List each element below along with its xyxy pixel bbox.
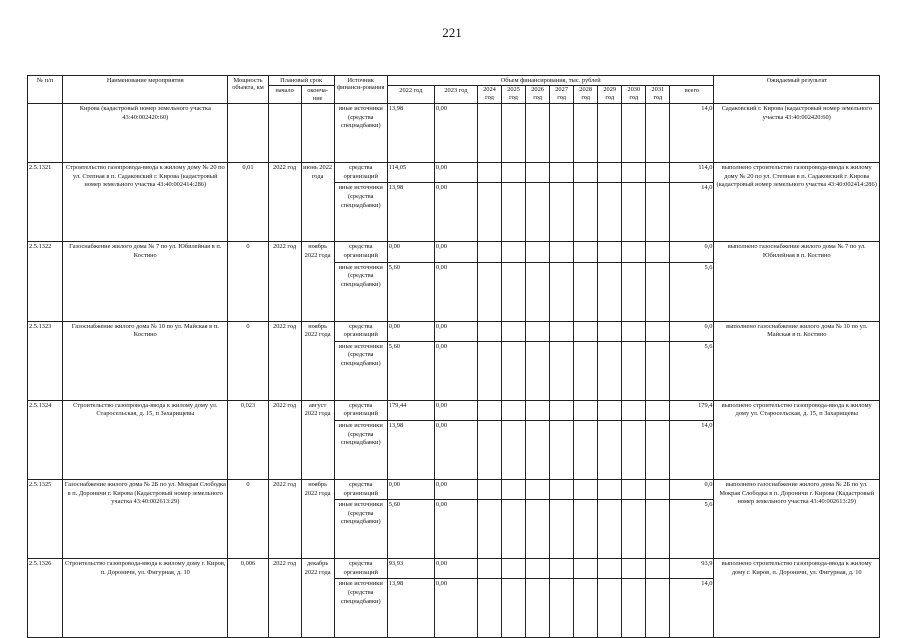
cell-end: июнь 2022 года	[301, 163, 334, 242]
cell-y2023: 0,00	[434, 262, 477, 321]
cell-y2022: 0,00	[387, 321, 434, 341]
table-row	[28, 163, 880, 183]
header-start: начало	[268, 86, 301, 104]
header-name: Наименование мероприятия	[63, 76, 228, 104]
cell-y2022: 13,98	[387, 579, 434, 638]
cell-y2022: 0,00	[387, 242, 434, 262]
cell-num	[28, 104, 63, 163]
table-row	[28, 321, 880, 341]
cell-source: иные источники (средства спецнадбавки)	[334, 579, 387, 638]
cell-y2022: 179,44	[387, 400, 434, 420]
cell-end: ноябрь 2022 года	[301, 242, 334, 321]
table-row	[28, 559, 880, 579]
cell-y2022: 5,60	[387, 262, 434, 321]
cell-y2022: 13,98	[387, 104, 434, 163]
cell-result: выполнено строительство газопровода-ввода к жилому дому № 20 по ул. Степная в п. Садаковский г. Кирова (кадастровый номер земельного участка 43:40:002414:286)	[714, 163, 880, 242]
cell-source: иные источники (средства спецнадбавки)	[334, 104, 387, 163]
cell-total: 14,0	[670, 420, 714, 479]
cell-y2030	[622, 104, 646, 163]
cell-y2022: 114,05	[387, 163, 434, 183]
header-end: оконча-ние	[301, 86, 334, 104]
cell-total: 114,0	[670, 163, 714, 183]
cell-total: 179,4	[670, 400, 714, 420]
cell-total: 5,6	[670, 262, 714, 321]
cell-result: выполнено газоснабжение жилого дома № 2Б по ул. Мокрая Слободка в п. Дороничи г. Кирова (Кадастровый номер земельного участка 43:40:002613:29)	[714, 479, 880, 558]
cell-y2022: 13,98	[387, 420, 434, 479]
cell-name: Газоснабжение жилого дома № 10 по ул. Майская в п. Костино	[63, 321, 228, 400]
table-body	[28, 104, 880, 638]
cell-end: ноябрь 2022 года	[301, 321, 334, 400]
cell-start	[268, 104, 301, 163]
cell-power: 0,023	[228, 400, 268, 479]
cell-source: иные источники (средства спецнадбавки)	[334, 262, 387, 321]
cell-total: 0,0	[670, 479, 714, 499]
table-row	[28, 400, 880, 420]
header-volume: Объем финансирования, тыс. рублей	[387, 76, 714, 86]
cell-source: средства организаций	[334, 242, 387, 262]
cell-y2031	[646, 104, 670, 163]
cell-end: август 2022 года	[301, 400, 334, 479]
header-y2029: 2029 год	[598, 86, 622, 104]
header-y2027: 2027 год	[550, 86, 574, 104]
cell-num: 2.5.1322	[28, 242, 63, 321]
cell-total: 0,0	[670, 242, 714, 262]
cell-source: иные источники (средства спецнадбавки)	[334, 341, 387, 400]
cell-y2024	[477, 104, 501, 163]
header-power: Мощность объекта, км	[228, 76, 268, 104]
header-y2031: 2031 год	[646, 86, 670, 104]
header-num: № п/п	[28, 76, 63, 104]
cell-total: 14,0	[670, 579, 714, 638]
cell-start: 2022 год	[268, 559, 301, 638]
cell-num: 2.5.1324	[28, 400, 63, 479]
cell-name: Строительство газопровода-ввода к жилому дому № 20 по ул. Степная в п. Садаковский г. Кирова (кадастровый номер земельного участка 43:40:002414:286)	[63, 163, 228, 242]
cell-y2022: 13,98	[387, 183, 434, 242]
cell-total: 5,6	[670, 341, 714, 400]
page-number: 221	[442, 25, 462, 40]
cell-result: Садаковский г. Кирова (кадастровый номер земельного участка 43:40:002420:60)	[714, 104, 880, 163]
header-y2025: 2025 год	[502, 86, 526, 104]
cell-y2023: 0,00	[434, 579, 477, 638]
cell-total: 5,6	[670, 500, 714, 559]
cell-y2027	[550, 104, 574, 163]
header-y2028: 2028 год	[574, 86, 598, 104]
cell-power	[228, 104, 268, 163]
cell-end: ноябрь 2022 года	[301, 479, 334, 558]
cell-name: Кирова (кадастровый номер земельного участка 43:40:002420:60)	[63, 104, 228, 163]
cell-result: выполнено газоснабжение жилого дома № 7 по ул. Юбилейная в п. Костино	[714, 242, 880, 321]
cell-name: Строительство газопровода-ввода к жилому дому ул. Старосельская, д. 15, п Захарищевы	[63, 400, 228, 479]
financing-table	[27, 75, 880, 638]
cell-power: 0	[228, 242, 268, 321]
cell-start: 2022 год	[268, 321, 301, 400]
cell-end	[301, 104, 334, 163]
cell-y2023: 0,00	[434, 104, 477, 163]
cell-y2023: 0,00	[434, 420, 477, 479]
cell-name: Газоснабжение жилого дома № 2Б по ул. Мокрая Слободка в п. Дороничи г. Кирова (Кадастровый номер земельного участка 43:40:002613:29)	[63, 479, 228, 558]
cell-name: Строительство газопровода-ввода к жилому дому г. Киров, п. Дороничи, ул. Фигурная, д. 10	[63, 559, 228, 638]
cell-power: 0,006	[228, 559, 268, 638]
cell-source: средства организаций	[334, 400, 387, 420]
cell-total: 93,9	[670, 559, 714, 579]
cell-name: Газоснабжение жилого дома № 7 по ул. Юбилейная в п. Костино	[63, 242, 228, 321]
table-row	[28, 242, 880, 262]
cell-source: иные источники (средства спецнадбавки)	[334, 420, 387, 479]
cell-y2028	[574, 104, 598, 163]
cell-power: 0	[228, 479, 268, 558]
cell-y2023: 0,00	[434, 559, 477, 579]
table-row-continuation	[28, 104, 880, 163]
cell-source: средства организаций	[334, 163, 387, 183]
header-y2026: 2026 год	[526, 86, 550, 104]
header-y2030: 2030 год	[622, 86, 646, 104]
cell-y2023: 0,00	[434, 163, 477, 183]
cell-y2023: 0,00	[434, 242, 477, 262]
cell-total: 14,0	[670, 183, 714, 242]
header-plan-term: Плановый срок	[268, 76, 334, 86]
cell-y2022: 5,60	[387, 500, 434, 559]
cell-y2023: 0,00	[434, 321, 477, 341]
cell-end: декабрь 2022 года	[301, 559, 334, 638]
cell-source: иные источники (средства спецнадбавки)	[334, 183, 387, 242]
header-source: Источник финанси-рования	[334, 76, 387, 104]
cell-power: 0	[228, 321, 268, 400]
cell-y2023: 0,00	[434, 400, 477, 420]
cell-y2022: 93,93	[387, 559, 434, 579]
cell-total: 14,0	[670, 104, 714, 163]
cell-start: 2022 год	[268, 163, 301, 242]
cell-num: 2.5.1325	[28, 479, 63, 558]
cell-y2029	[598, 104, 622, 163]
cell-total: 0,0	[670, 321, 714, 341]
cell-y2022: 0,00	[387, 479, 434, 499]
cell-result: выполнено газоснабжение жилого дома № 10 по ул. Майская в п. Костино	[714, 321, 880, 400]
cell-result: выполнено строительство газопровода-ввода к жилому дому г. Киров, п. Дороничи, ул. Фигурная, д. 10	[714, 559, 880, 638]
cell-start: 2022 год	[268, 242, 301, 321]
cell-num: 2.5.1323	[28, 321, 63, 400]
cell-y2023: 0,00	[434, 341, 477, 400]
table-header	[28, 76, 880, 104]
cell-y2023: 0,00	[434, 500, 477, 559]
cell-source: средства организаций	[334, 479, 387, 499]
cell-source: иные источники (средства спецнадбавки)	[334, 500, 387, 559]
cell-source: средства организаций	[334, 559, 387, 579]
cell-source: средства организаций	[334, 321, 387, 341]
cell-power: 0,01	[228, 163, 268, 242]
cell-num: 2.5.1326	[28, 559, 63, 638]
header-total: всего	[670, 86, 714, 104]
table-row	[28, 479, 880, 499]
cell-y2022: 5,60	[387, 341, 434, 400]
cell-y2025	[502, 104, 526, 163]
header-y2022: 2022 год	[387, 86, 434, 104]
header-result: Ожидаемый результат	[714, 76, 880, 104]
cell-start: 2022 год	[268, 479, 301, 558]
cell-start: 2022 год	[268, 400, 301, 479]
cell-y2026	[526, 104, 550, 163]
header-y2024: 2024 год	[477, 86, 501, 104]
cell-y2023: 0,00	[434, 183, 477, 242]
header-y2023: 2023 год	[434, 86, 477, 104]
cell-y2023: 0,00	[434, 479, 477, 499]
cell-result: выполнено строительство газопровода-ввода к жилому дому ул. Старосельская, д. 15, п Захарищевы	[714, 400, 880, 479]
cell-num: 2.5.1321	[28, 163, 63, 242]
